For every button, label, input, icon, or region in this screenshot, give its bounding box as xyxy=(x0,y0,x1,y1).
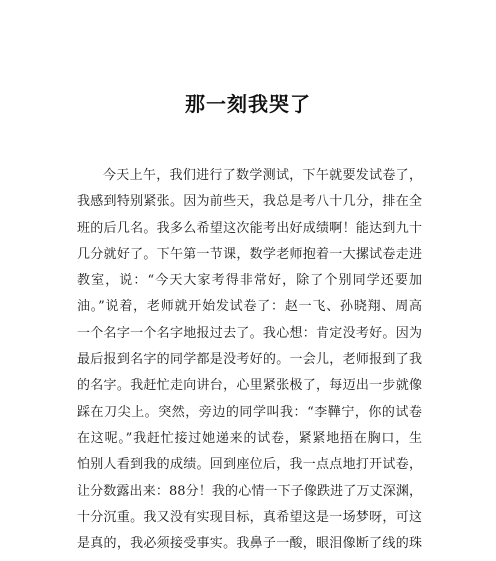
text-line: 油。”说着，老师就开始发试卷了：赵一飞、孙晓翔、周高 xyxy=(77,299,422,315)
text-line: 班的后几名。我多么希望这次能考出好成绩啊！能达到九十 xyxy=(77,220,422,236)
text-line: 踩在刀尖上。突然，旁边的同学叫我：“李鞾宁，你的试卷 xyxy=(77,404,422,420)
text-line: 让分数露出来：88分！我的心情一下子像跌进了万丈深渊， xyxy=(77,483,422,499)
text-line: 在这呢。”我赶忙接过她递来的试卷，紧紧地捂在胸口，生 xyxy=(77,430,422,446)
text-line: 十分沉重。我又没有实现目标，真希望这是一场梦呀，可这 xyxy=(77,509,422,525)
text-line: 几分就好了。下午第一节课，数学老师抱着一大摞试卷走进 xyxy=(77,246,422,262)
document-title: 那一刻我哭了 xyxy=(185,92,311,116)
text-line: 怕别人看到我的成绩。回到座位后，我一点点地打开试卷， xyxy=(77,457,422,473)
text-line: 教室，说：“今天大家考得非常好，除了个别同学还要加 xyxy=(77,273,422,289)
text-line: 今天上午，我们进行了数学测试，下午就要发试卷了， xyxy=(103,168,422,183)
document-body xyxy=(77,163,422,557)
text-line: 的名字。我赶忙走向讲台，心里紧张极了，每迈出一步就像 xyxy=(77,378,422,394)
text-line: 最后报到名字的同学都是没考好的。一会儿，老师报到了我 xyxy=(77,352,422,368)
text-line: 我感到特别紧张。因为前些天，我总是考八十几分，排在全 xyxy=(77,194,422,210)
text-line: 是真的，我必须接受事实。我鼻子一酸，眼泪像断了线的珠 xyxy=(77,536,422,552)
text-line: 一个名字一个名字地报过去了。我心想：肯定没考好。因为 xyxy=(77,325,422,341)
